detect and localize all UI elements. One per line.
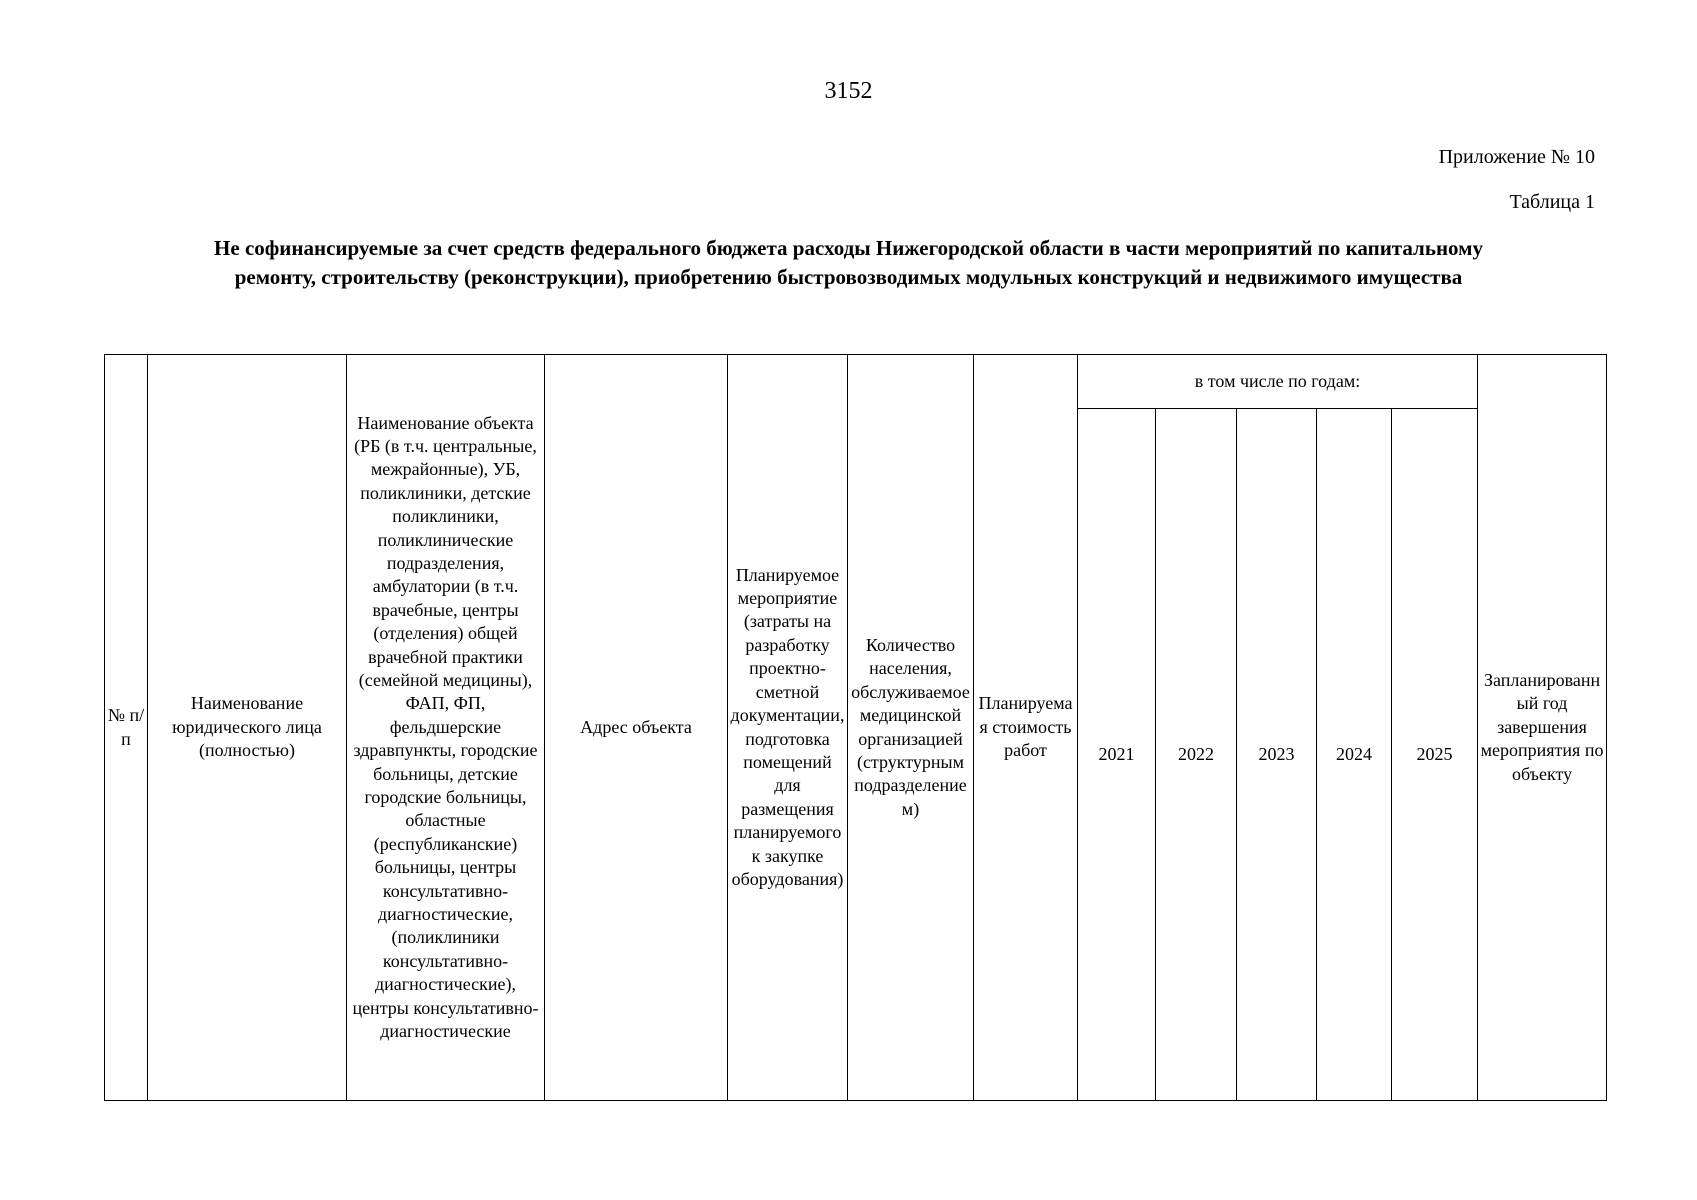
expenses-table bbox=[104, 354, 1607, 1101]
appendix-label: Приложение № 10 bbox=[1438, 146, 1595, 168]
header-object-name: Наименование объекта (РБ (в т.ч. центральные, межрайонные), УБ, поликлиники, детские поликлиники, поликлинические подразделения, амбулатории (в т.ч. врачебные, центры (отделения) общей врачебной практики (семейной медицины), ФАП, ФП, фельдшерские здравпункты, городские больницы, детские городские больницы, областные (республиканские) больницы, центры консультативно-диагностические, (поликлиники консультативно-диагностические), центры консультативно-диагностические bbox=[347, 355, 545, 1101]
header-by-years: в том числе по годам: bbox=[1078, 355, 1478, 409]
title-line-1: Не софинансируемые за счет средств федерального бюджета расходы Нижегородской области в части мероприятий по капитальному bbox=[214, 236, 1483, 260]
table-label: Таблица 1 bbox=[1509, 191, 1595, 213]
page-number: 3152 bbox=[824, 78, 873, 104]
header-year-2025: 2025 bbox=[1392, 409, 1478, 1101]
header-address: Адрес объекта bbox=[545, 355, 728, 1101]
header-planned-activity: Планируемое мероприятие (затраты на разработку проектно-сметной документации, подготовка помещений для размещения планируемого к закупке оборудования) bbox=[728, 355, 848, 1101]
header-completion-year: Запланированный год завершения мероприятия по объекту bbox=[1478, 355, 1607, 1101]
header-planned-cost: Планируемая стоимость работ bbox=[974, 355, 1078, 1101]
document-title bbox=[95, 234, 1602, 292]
header-legal-entity: Наименование юридического лица (полностью) bbox=[148, 355, 347, 1101]
header-year-2023: 2023 bbox=[1237, 409, 1317, 1101]
header-num: № п/п bbox=[105, 355, 148, 1101]
title-line-2: ремонту, строительству (реконструкции), приобретению быстровозводимых модульных конструкций и недвижимого имущества bbox=[234, 265, 1463, 289]
header-year-2021: 2021 bbox=[1078, 409, 1156, 1101]
header-year-2024: 2024 bbox=[1317, 409, 1392, 1101]
header-population: Количество населения, обслуживаемое медицинской организацией (структурным подразделением) bbox=[848, 355, 974, 1101]
header-year-2022: 2022 bbox=[1156, 409, 1237, 1101]
